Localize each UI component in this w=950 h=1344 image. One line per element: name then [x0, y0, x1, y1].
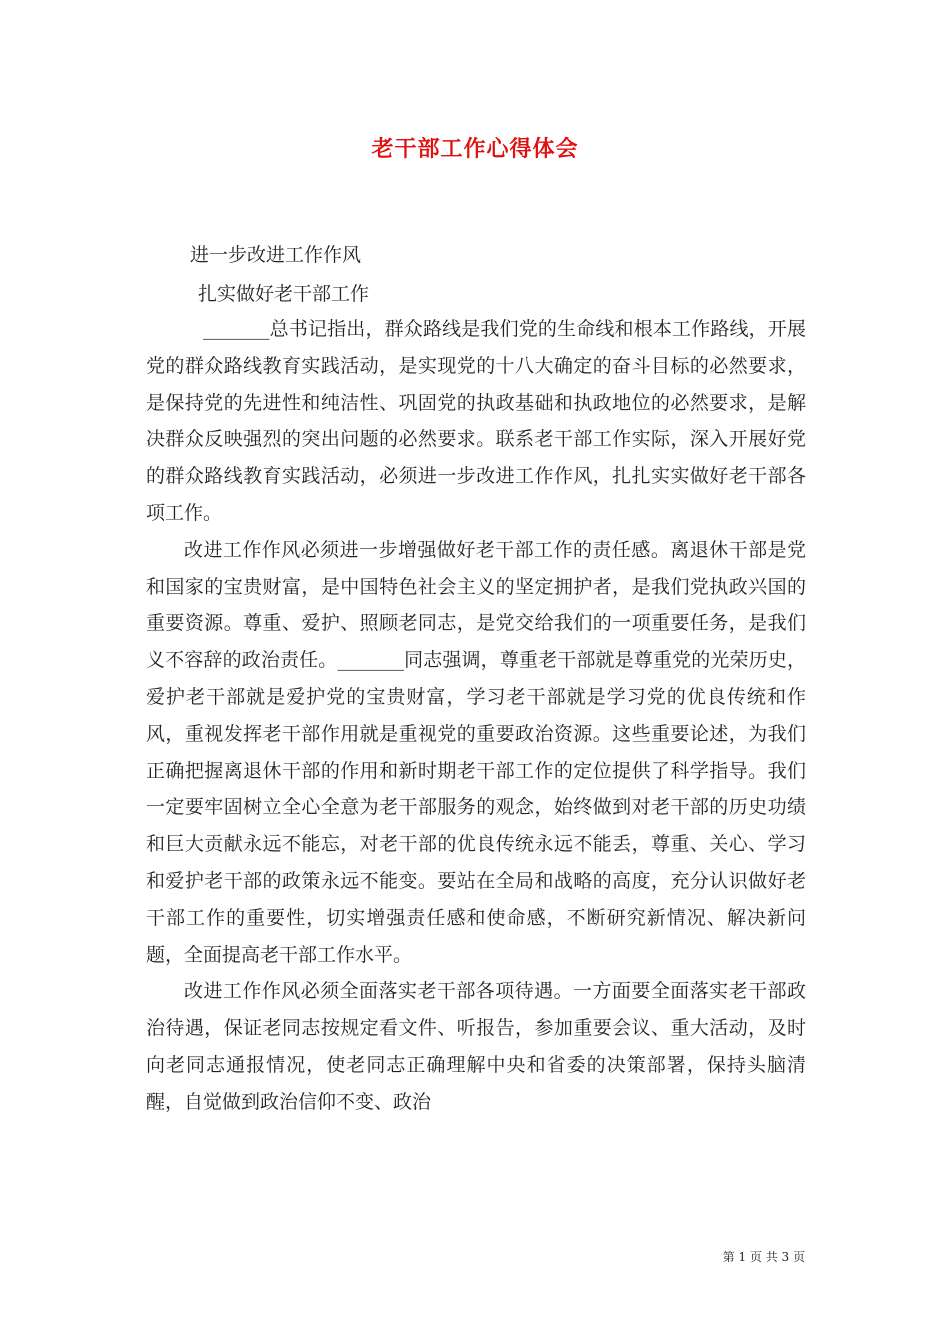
page-number-footer: 第 1 页 共 3 页: [722, 1250, 805, 1264]
paragraph-2: 改进工作作风必须进一步增强做好老干部工作的责任感。离退休干部是党和国家的宝贵财富，是中国特色社会主义的坚定拥护者，是我们党执政兴国的重要资源。尊重、爱护、照顾老同志，是党交给我们的一项重要任务，是我们义不容辞的政治责任。_______同志强调，尊重老干部就是尊重党的光荣历史，爱护老干部就是爱护党的宝贵财富，学习老干部就是学习党的优良传统和作风，重视发挥老干部作用就是重视党的重要政治资源。这些重要论述，为我们正确把握离退休干部的作用和新时期老干部工作的定位提供了科学指导。我们一定要牢固树立全心全意为老干部服务的观念，始终做到对老干部的历史功绩和巨大贡献永远不能忘，对老干部的优良传统永远不能丢，尊重、关心、学习和爱护老干部的政策永远不能变。要站在全局和战略的高度，充分认识做好老干部工作的重要性，切实增强责任感和使命感，不断研究新情况、解决新问题，全面提高老干部工作水平。: [146, 538, 806, 966]
paragraph-1: _______总书记指出，群众路线是我们党的生命线和根本工作路线，开展党的群众路线教育实践活动，是实现党的十八大确定的奋斗目标的必然要求，是保持党的先进性和纯洁性、巩固党的执政基础和执政地位的必然要求，是解决群众反映强烈的突出问题的必然要求。联系老干部工作实际，深入开展好党的群众路线教育实践活动，必须进一步改进工作作风，扎扎实实做好老干部各项工作。: [146, 318, 806, 524]
paragraph-3: 改进工作作风必须全面落实老干部各项待遇。一方面要全面落实老干部政治待遇，保证老同志按规定看文件、听报告，参加重要会议、重大活动，及时向老同志通报情况，使老同志正确理解中央和省委的决策部署，保持头脑清醒，自觉做到政治信仰不变、政治: [146, 980, 806, 1113]
document-body: [146, 311, 806, 1121]
document-title: 老干部工作心得体会: [371, 136, 579, 162]
subtitle-line-2: 扎实做好老干部工作: [198, 283, 370, 305]
subtitle-line-1: 进一步改进工作作风: [190, 244, 362, 266]
